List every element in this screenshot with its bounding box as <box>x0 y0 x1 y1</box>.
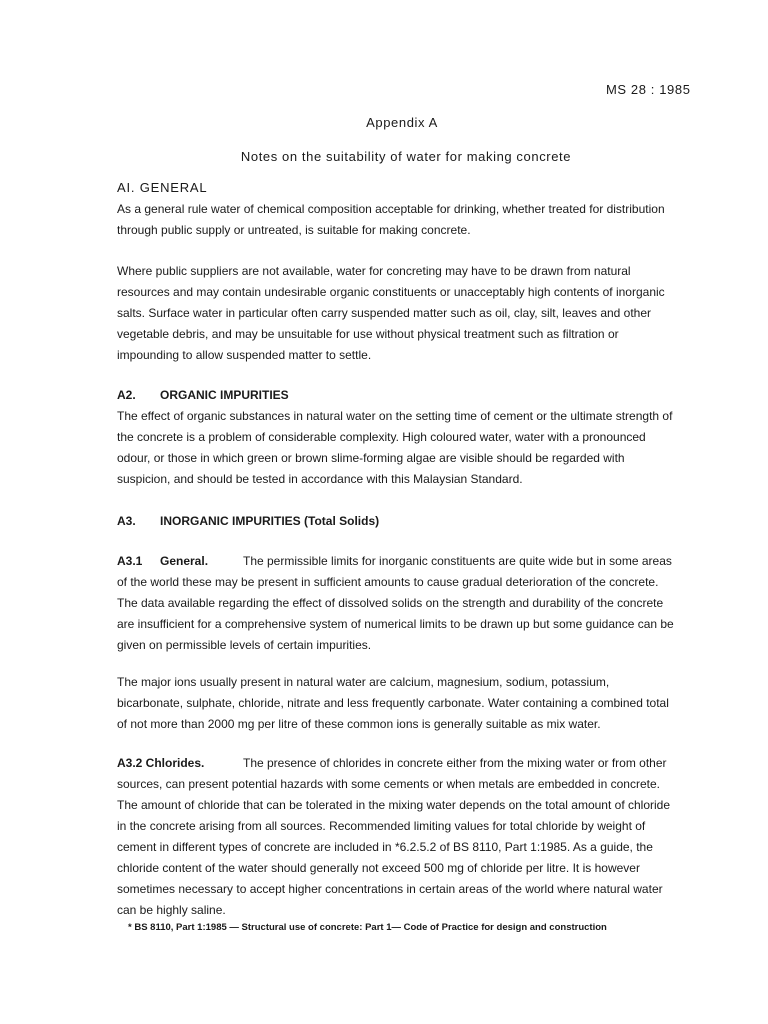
section-a3-title: INORGANIC IMPURITIES (Total Solids) <box>160 514 380 528</box>
section-a1-heading: AI. GENERAL <box>117 180 208 195</box>
section-a2-paragraph: The effect of organic substances in natural water on the setting time of cement or the ultimate strength of the concrete is a problem of considerable complexity. High coloured water, water with a pronounced odour, or those in which green or brown slime-forming algae are visible should be regarded with suspicion, and should be tested in accordance with this Malaysian Standard. <box>117 409 673 486</box>
section-a3-number: A3. <box>117 514 136 528</box>
section-a3-2-text: The presence of chlorides in concrete either from the mixing water or from other sources, can present potential hazards with some cements or when metals are embedded in concrete. The amount of chloride that can be tolerated in the mixing water depends on the total amount of chloride in the concrete arising from all sources. Recommended limiting values for total chloride by weight of cement in different types of concrete are included in *6.2.5.2 of BS 8110, Part 1:1985. As a guide, the chloride content of the water should generally not exceed 500 mg of chloride per litre. It is however sometimes necessary to accept higher concentrations in certain areas of the world where natural water can be highly saline. <box>117 756 671 917</box>
appendix-label: Appendix A <box>366 115 438 130</box>
document-id: MS 28 : 1985 <box>606 82 691 97</box>
section-a3-1-paragraph <box>117 551 677 656</box>
section-a2-heading <box>117 385 289 406</box>
section-a3-1-number: A3.1 <box>117 554 143 568</box>
section-a3-1-title: General. <box>160 554 209 568</box>
section-a3-heading <box>117 511 379 532</box>
section-a3-2-title: A3.2 Chlorides. <box>117 756 205 770</box>
section-a2-title: ORGANIC IMPURITIES <box>160 388 289 402</box>
section-a1-paragraph-1: As a general rule water of chemical composition acceptable for drinking, whether treated for distribution through public supply or untreated, is suitable for making concrete. <box>117 202 665 237</box>
section-a1-paragraph-2: Where public suppliers are not available, water for concreting may have to be drawn from natural resources and may contain undesirable organic constituents or unacceptably high contents of inorganic salts. Surface water in particular often carry suspended matter such as oil, clay, silt, leaves and other vegetable debris, and may be unsuitable for use without physical treatment such as filtration or impounding to allow suspended matter to settle. <box>117 264 665 362</box>
section-a3-ions-paragraph: The major ions usually present in natural water are calcium, magnesium, sodium, potassium, bicarbonate, sulphate, chloride, nitrate and less frequently carbonate. Water containing a combined total of not more than 2000 mg per litre of these common ions is generally suitable as mix water. <box>117 675 669 731</box>
document-title: Notes on the suitability of water for making concrete <box>240 149 572 164</box>
section-a3-1-text: The permissible limits for inorganic constituents are quite wide but in some areas of the world these may be present in sufficient amounts to cause gradual deterioration of the concrete. The data available regarding the effect of dissolved solids on the strength and durability of the concrete are insufficient for a comprehensive system of numerical limits to be drawn up but some guidance can be given on permissible levels of certain impurities. <box>117 554 674 652</box>
footnote: * BS 8110, Part 1:1985 — Structural use of concrete: Part 1— Code of Practice for design and construction <box>128 922 607 933</box>
section-a2-number: A2. <box>117 388 136 402</box>
section-a3-2-paragraph <box>117 753 677 921</box>
